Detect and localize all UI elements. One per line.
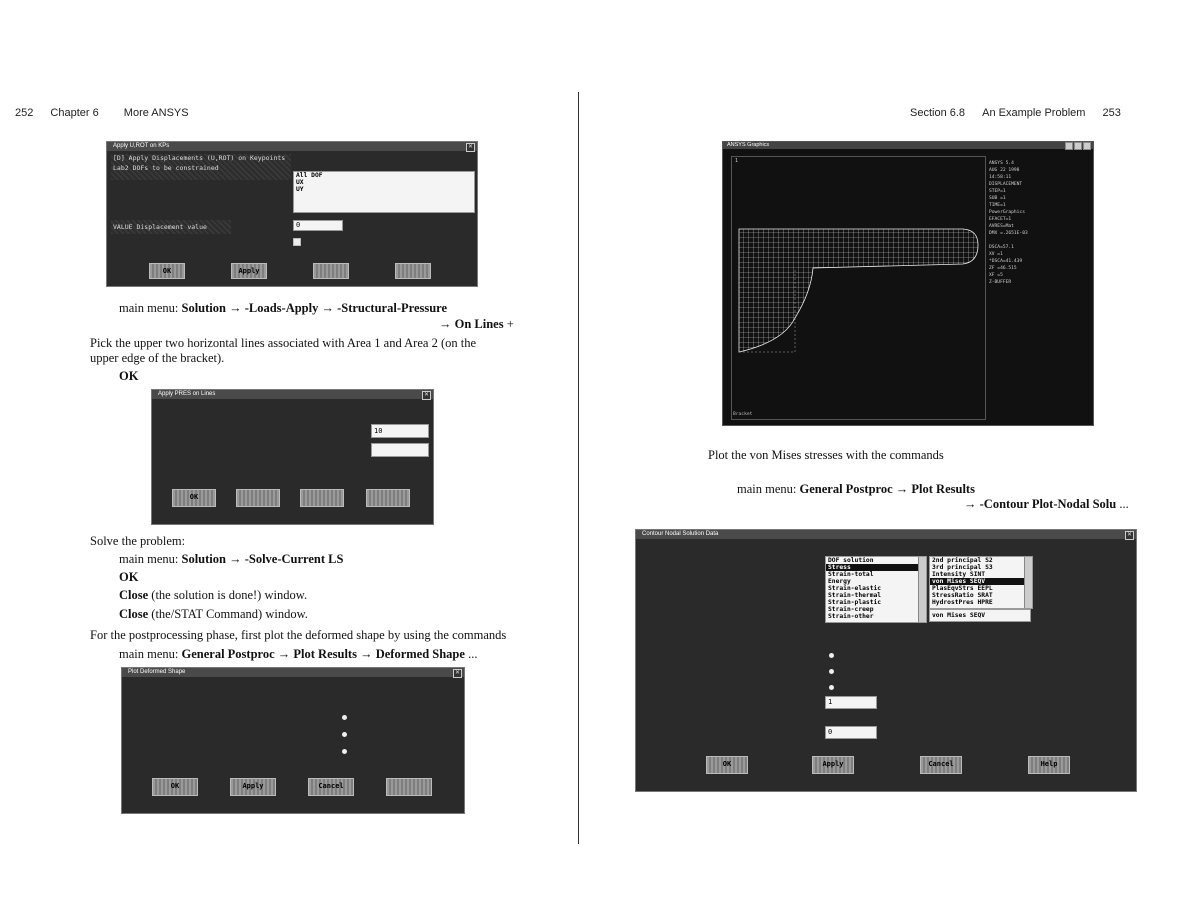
dialog-row-label: Lab2 DOFs to be constrained	[113, 164, 219, 172]
ok-instruction: OK	[119, 369, 139, 383]
list-item[interactable]: Strain-total	[828, 571, 874, 578]
menu-item: -Solve-Current LS	[244, 552, 344, 566]
menu-item: Deformed Shape	[375, 647, 465, 661]
dof-listbox[interactable]	[293, 171, 475, 213]
legend-line: ANSYS 5.4	[989, 161, 1014, 166]
legend-line: 14:58:11	[989, 175, 1012, 180]
list-item[interactable]: Strain-other	[828, 613, 874, 620]
menu-item: Plot Results	[911, 482, 975, 496]
legend-line: DISPLACEMENT	[989, 182, 1023, 187]
menu-path-contour-2	[964, 497, 1129, 512]
arrow: →	[439, 317, 452, 331]
paragraph-line: upper edge of the bracket).	[90, 351, 225, 365]
deformed-mesh-plot	[723, 142, 1093, 425]
legend-line: STEP=1	[989, 189, 1006, 194]
list-item[interactable]: Intensity SINT	[932, 571, 986, 578]
legend-line: SUB =1	[989, 196, 1006, 201]
pressure-value-input[interactable]: 10	[371, 424, 429, 438]
radio-option[interactable]	[829, 669, 834, 674]
close-text: (the/STAT Command) window.	[151, 607, 308, 621]
list-item[interactable]: StressRatio SRAT	[932, 592, 993, 599]
legend-line: *DSCA=41.439	[989, 259, 1023, 264]
list-item[interactable]: 3rd principal S3	[932, 564, 993, 571]
menu-item: -Contour Plot-Nodal Solu	[979, 497, 1117, 511]
menu-path-pressure	[119, 301, 447, 316]
left-chapter: Chapter 6	[50, 107, 99, 119]
help-button[interactable]	[366, 489, 410, 507]
legend-line: XV =1	[989, 252, 1003, 257]
ok-button[interactable]: OK	[149, 263, 185, 279]
menu-path-deformed	[119, 647, 477, 662]
right-section-title: An Example Problem	[982, 107, 1086, 119]
help-button[interactable]	[386, 778, 432, 796]
radio-option[interactable]	[829, 653, 834, 658]
offset-input[interactable]: 0	[825, 726, 877, 739]
ok-button[interactable]: OK	[706, 756, 748, 774]
legend-line: EFACET=1	[989, 217, 1012, 222]
menu-item: On Lines	[454, 317, 504, 331]
radio-option[interactable]	[342, 732, 347, 737]
arrow: →	[229, 552, 242, 566]
legend-line: PowerGraphics	[989, 210, 1025, 215]
graphics-title: ANSYS Graphics	[727, 142, 770, 148]
dialog-title: Contour Nodal Solution Data	[642, 531, 719, 537]
list-item[interactable]: Energy	[828, 578, 851, 585]
menu-prefix: main menu:	[119, 647, 179, 661]
close-icon[interactable]: ✕	[467, 144, 474, 150]
cancel-button[interactable]	[313, 263, 349, 279]
legend-line: DMX =.2651E-03	[989, 231, 1028, 236]
legend-line: ZF =46.515	[989, 266, 1017, 271]
pressure-value-input-2[interactable]	[371, 443, 429, 457]
menu-item: Solution	[181, 552, 226, 566]
help-button[interactable]	[395, 263, 431, 279]
value-input[interactable]: 0	[293, 220, 343, 231]
ellipsis: ...	[468, 647, 478, 661]
legend-line: DSCA=57.1	[989, 245, 1014, 250]
list-item[interactable]: HydrostPres HPRE	[932, 599, 993, 606]
menu-item: Plot Results	[293, 647, 357, 661]
menu-path-solve	[119, 552, 343, 567]
right-page-header	[910, 107, 1121, 119]
scrollbar[interactable]	[918, 557, 926, 622]
von-mises-paragraph: Plot the von Mises stresses with the commands	[708, 448, 944, 462]
menu-item: General Postproc	[181, 647, 275, 661]
right-page-number: 253	[1102, 107, 1121, 119]
arrow: →	[277, 647, 291, 661]
close-instruction	[119, 607, 308, 622]
dialog-plot-deformed	[121, 667, 465, 814]
radio-option[interactable]	[342, 749, 347, 754]
left-chapter-title: More ANSYS	[123, 107, 189, 119]
ok-button[interactable]: OK	[152, 778, 198, 796]
legend-line: XF =5	[989, 273, 1003, 278]
scrollbar[interactable]	[1024, 557, 1032, 608]
menu-prefix: main menu:	[119, 552, 179, 566]
list-item[interactable]: UX	[296, 179, 304, 186]
item-component-listbox[interactable]	[929, 556, 1033, 609]
legend-line	[989, 237, 1028, 244]
graphics-footer: Bracket	[733, 412, 753, 417]
plot-legend	[989, 160, 1028, 286]
page-gutter	[578, 92, 579, 844]
dialog-row-label: [D] Apply Displacements (U,ROT) on Keypoints	[113, 154, 286, 162]
legend-line: AVRES=Mat	[989, 224, 1014, 229]
arrow: →	[895, 482, 909, 496]
menu-path-contour	[737, 482, 975, 497]
menu-prefix: main menu:	[119, 301, 179, 315]
dialog-apply-u-rot	[106, 141, 478, 287]
ansys-graphics-window	[722, 141, 1094, 426]
arrow: →	[321, 301, 334, 315]
item-category-listbox[interactable]	[825, 556, 927, 623]
dialog-title-bar	[152, 390, 433, 399]
close-instruction	[119, 588, 307, 603]
list-item-selected[interactable]: Stress	[826, 564, 926, 571]
ok-instruction: OK	[119, 570, 139, 584]
cancel-button[interactable]: Cancel	[308, 778, 354, 796]
solve-paragraph: Solve the problem:	[90, 534, 186, 548]
arrow: →	[360, 647, 373, 661]
legend-line: TIME=1	[989, 203, 1006, 208]
list-item[interactable]: 2nd principal S2	[932, 557, 993, 564]
menu-prefix: main menu:	[737, 482, 797, 496]
dialog-row-label: VALUE Displacement value	[113, 223, 207, 231]
ellipsis: ...	[1119, 497, 1129, 511]
menu-path-on-lines	[439, 317, 514, 332]
list-item[interactable]: UY	[296, 186, 304, 193]
list-item-selected[interactable]: von Mises SEQV	[930, 578, 1032, 585]
paragraph-line: Pick the upper two horizontal lines associated with Area 1 and Area 2 (on the	[90, 336, 477, 350]
menu-item: -Loads-Apply	[244, 301, 319, 315]
list-item[interactable]: DOF solution	[828, 557, 874, 564]
menu-item: Solution	[181, 301, 226, 315]
list-item[interactable]: Strain-elastic	[828, 585, 882, 592]
close-label: Close	[119, 607, 149, 621]
apply-button[interactable]: Apply	[230, 778, 276, 796]
right-section: Section 6.8	[910, 107, 966, 119]
cancel-button[interactable]	[300, 489, 344, 507]
arrow: →	[229, 301, 242, 315]
dialog-title: Apply PRES on Lines	[158, 391, 216, 397]
viewport-number: 1	[735, 158, 739, 164]
radio-option[interactable]	[342, 715, 347, 720]
scale-factor-input[interactable]: 1	[825, 696, 877, 709]
close-label: Close	[119, 588, 149, 602]
close-icon[interactable]: ✕	[454, 670, 461, 676]
legend-line: AUG 22 1998	[989, 168, 1020, 173]
plus-sign: +	[506, 317, 514, 331]
dialog-title: Plot Deformed Shape	[128, 669, 186, 675]
list-item[interactable]: Strain-plastic	[828, 599, 882, 606]
list-item[interactable]: Strain-thermal	[828, 592, 882, 599]
close-icon[interactable]: ✕	[423, 392, 430, 398]
list-item[interactable]: Strain-creep	[828, 606, 874, 613]
help-button[interactable]: Help	[1028, 756, 1070, 774]
radio-option[interactable]	[829, 685, 834, 690]
dialog-title-bar	[107, 142, 477, 151]
apply-checkbox[interactable]	[293, 238, 301, 246]
list-item[interactable]: All DOF	[296, 172, 323, 179]
apply-button[interactable]	[236, 489, 280, 507]
apply-button[interactable]: Apply	[812, 756, 854, 774]
apply-button[interactable]: Apply	[231, 263, 267, 279]
postprocessing-paragraph: For the postprocessing phase, first plot the deformed shape by using the commands	[90, 628, 507, 642]
arrow: →	[964, 497, 977, 511]
close-icon[interactable]: ✕	[1126, 532, 1133, 538]
left-page-header	[15, 107, 189, 119]
left-page-number: 252	[15, 107, 34, 119]
dialog-apply-pres	[151, 389, 434, 525]
ok-button[interactable]: OK	[172, 489, 216, 507]
menu-item: -Structural-Pressure	[337, 301, 448, 315]
dialog-title: Apply U,ROT on KPs	[113, 143, 170, 149]
selected-item-field[interactable]: von Mises SEQV	[929, 609, 1031, 622]
bracket-mesh	[739, 229, 978, 352]
dialog-title-bar	[636, 530, 1136, 539]
list-item[interactable]: PlasEqvStrs EEPL	[932, 585, 993, 592]
dialog-contour-nodal	[635, 529, 1137, 792]
dialog-title-bar	[122, 668, 464, 677]
cancel-button[interactable]: Cancel	[920, 756, 962, 774]
close-text: (the solution is done!) window.	[151, 588, 308, 602]
legend-line: Z-BUFFER	[989, 280, 1012, 285]
menu-item: General Postproc	[799, 482, 893, 496]
